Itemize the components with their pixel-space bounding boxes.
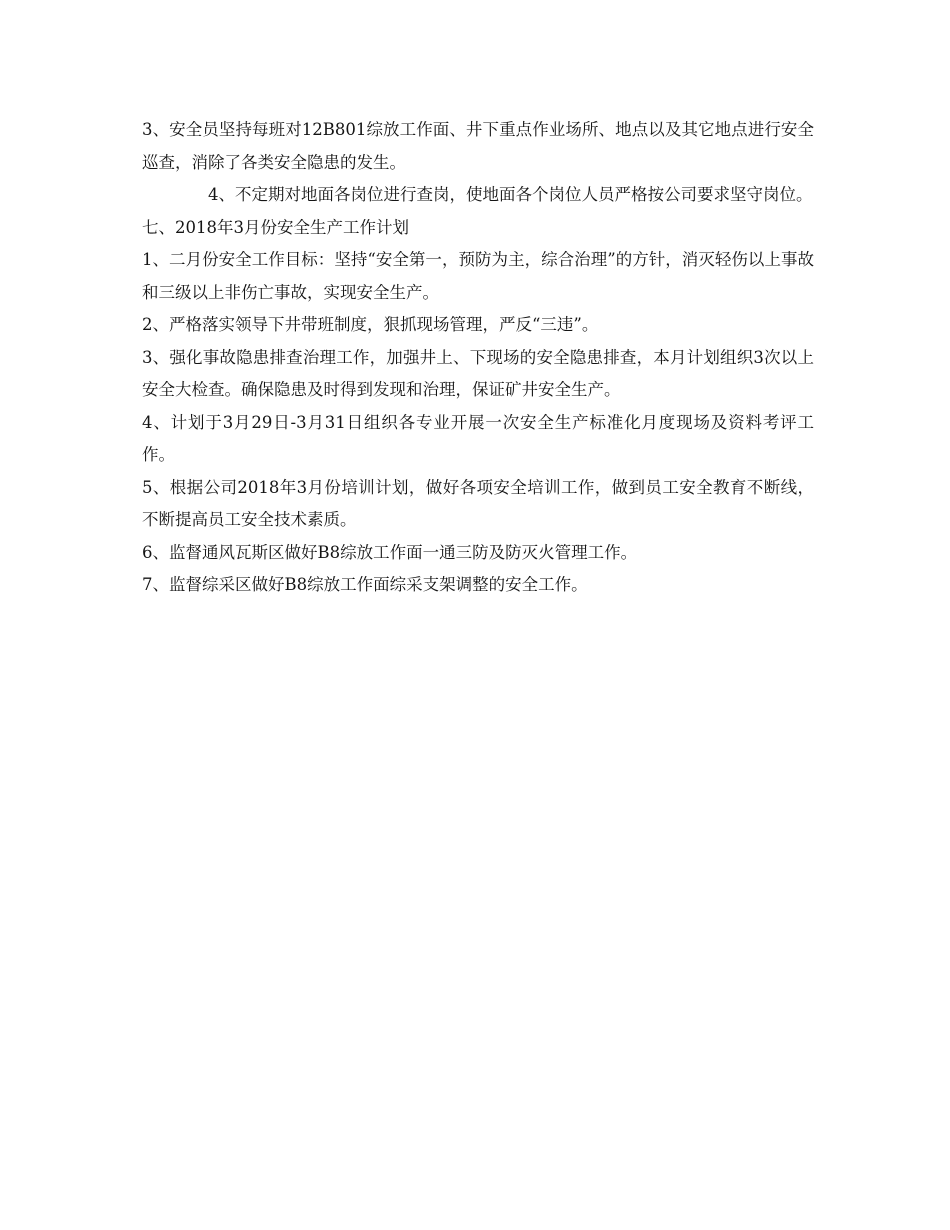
plan-item-2: 2、严格落实领导下井带班制度，狠抓现场管理，严反“三违”。 <box>142 315 599 334</box>
plan-item-7: 7、监督综采区做好B8综放工作面综采支架调整的安全工作。 <box>142 575 588 594</box>
section-heading-march-plan: 七、2018年3月份安全生产工作计划 <box>142 217 409 237</box>
paragraph-safety-patrol: 3、安全员坚持每班对12B801综放工作面、井下重点作业场所、地点以及其它地点进行安全巡查，消除了各类安全隐患的发生。 <box>142 120 814 172</box>
document-page <box>142 114 814 602</box>
plan-item-1: 1、二月份安全工作目标：坚持“安全第一，预防为主，综合治理”的方针，消灭轻伤以上事故和三级以上非伤亡事故，实现安全生产。 <box>142 250 814 302</box>
plan-item-4: 4、计划于3月29日-3月31日组织各专业开展一次安全生产标准化月度现场及资料考评工作。 <box>142 412 814 464</box>
paragraph-post-inspection: 4、不定期对地面各岗位进行查岗，使地面各个岗位人员严格按公司要求坚守岗位。 <box>208 185 813 204</box>
plan-item-6: 6、监督通风瓦斯区做好B8综放工作面一通三防及防灭火管理工作。 <box>142 542 638 562</box>
plan-item-3: 3、强化事故隐患排查治理工作，加强井上、下现场的安全隐患排查，本月计划组织3次以上安全大检查。确保隐患及时得到发现和治理，保证矿井安全生产。 <box>142 347 814 399</box>
plan-item-5: 5、根据公司2018年3月份培训计划，做好各项安全培训工作，做到员工安全教育不断线，不断提高员工安全技术素质。 <box>142 477 814 529</box>
